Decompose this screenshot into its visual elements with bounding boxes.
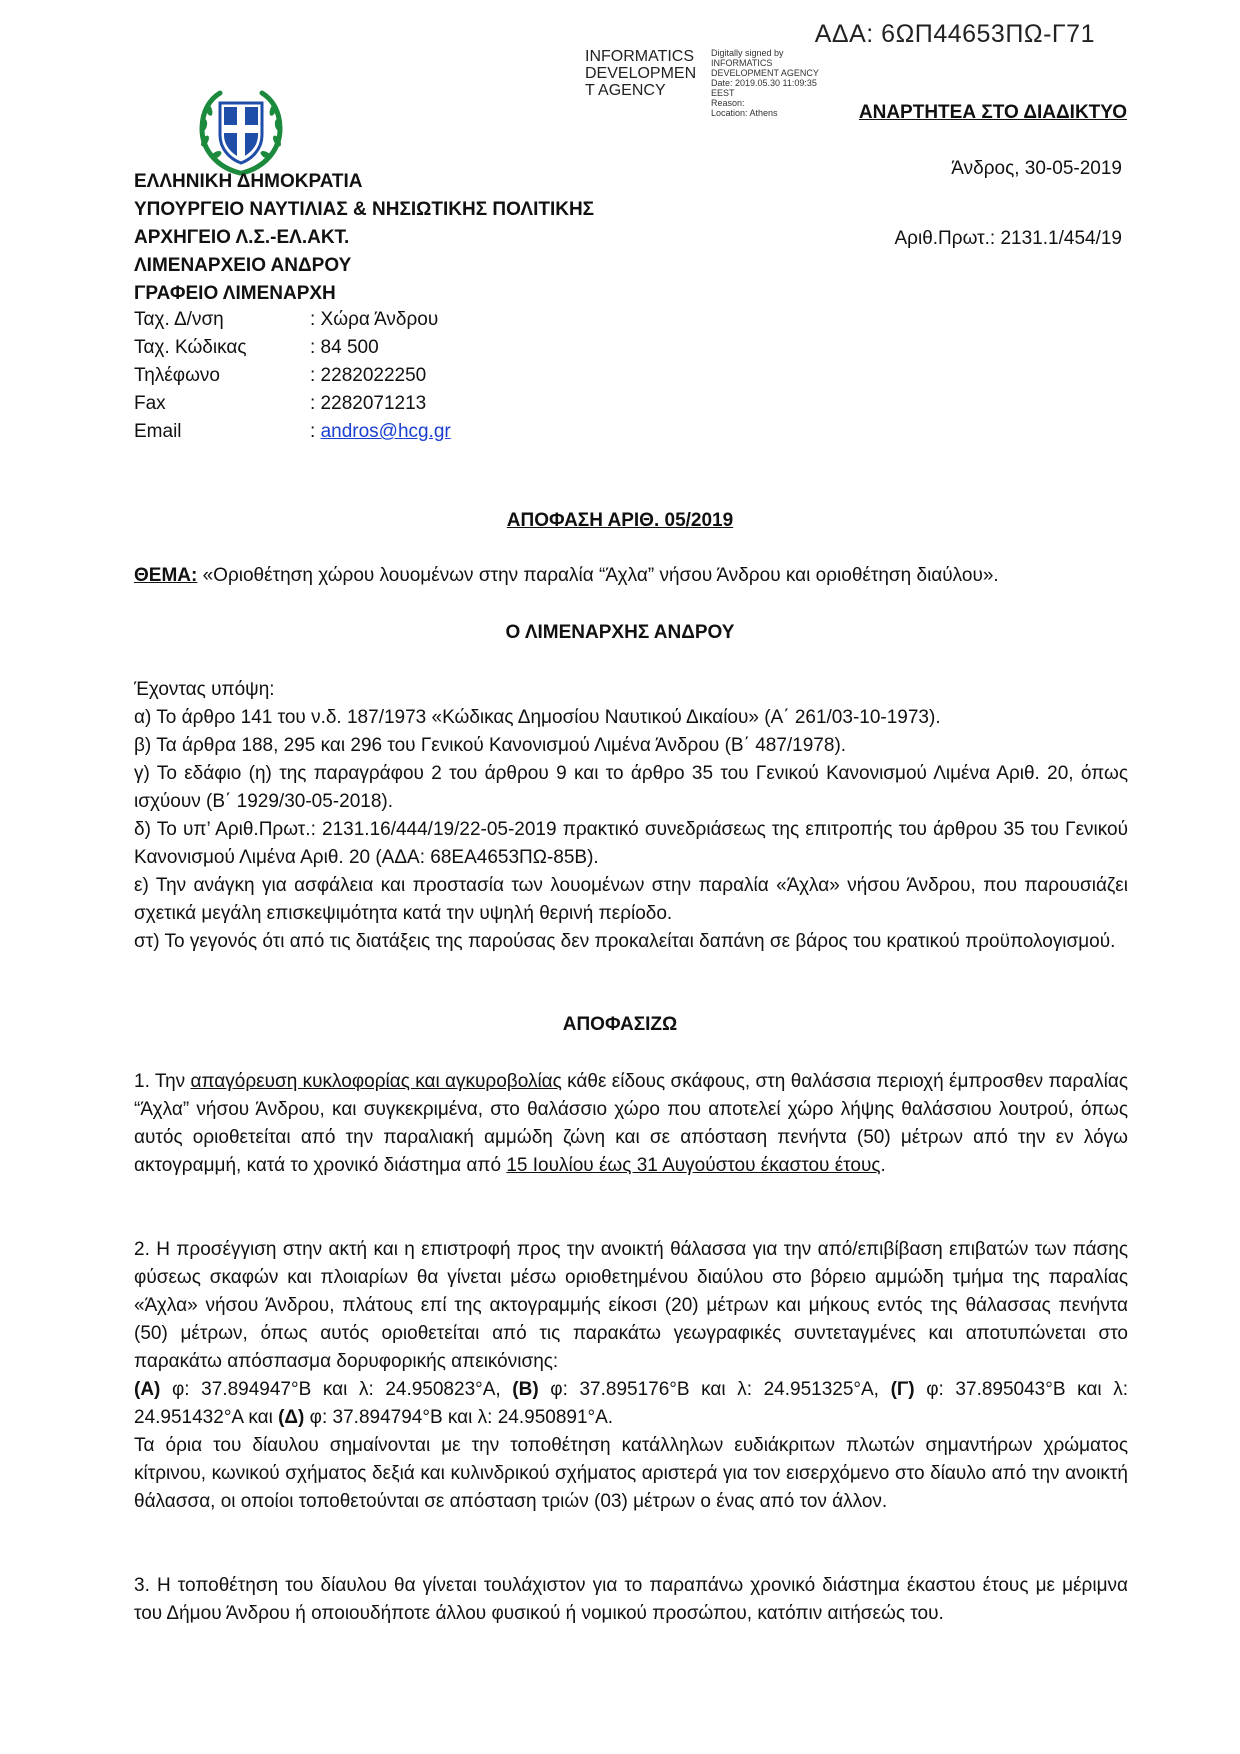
- decision-title: ΑΠΟΦΑΣΗ ΑΡΙΘ. 05/2019: [506, 510, 734, 531]
- contact-row-phone: [134, 362, 451, 390]
- email-prefix: :: [310, 421, 321, 442]
- posting-notice: ΑΝΑΡΤΗΤΕΑ ΣΤΟ ΔΙΑΔΙΚΤΥΟ: [858, 102, 1127, 123]
- header-line: ΕΛΛΗΝΙΚΗ ΔΗΜΟΚΡΑΤΙΑ: [134, 171, 363, 192]
- contact-row-postcode: [134, 334, 451, 362]
- contact-value: : 84 500: [310, 337, 379, 358]
- coord-text-d: φ: 37.894794°Β και λ: 24.950891°Α.: [304, 1407, 614, 1428]
- contact-row-email: [134, 418, 451, 446]
- digital-signature-name: INFORMATICS DEVELOPMEN T AGENCY: [585, 48, 697, 99]
- issuing-authority-header: [134, 168, 594, 308]
- contact-value: : 2282071213: [310, 393, 427, 414]
- coord-text-b: φ: 37.895176°Β και λ: 24.951325°Α,: [538, 1379, 891, 1400]
- contact-label: Fax: [134, 393, 166, 414]
- ada-number: ΑΔΑ: 6ΩΠ44653ΠΩ-Γ71: [814, 20, 1095, 48]
- place-date: Άνδρος, 30-05-2019: [951, 158, 1122, 179]
- decide-heading: ΑΠΟΦΑΣΙΖΩ: [562, 1014, 678, 1035]
- contact-details: [134, 306, 451, 446]
- p2-text: 2. Η προσέγγιση στην ακτή και η επιστροφή προς την ανοικτή θάλασσα για την από/επιβίβαση επιβατών των πάσης φύσεως σκαφών και πλοιαρίων θα γίνεται μέσω οριοθετημένου διαύλου στο βόρειο αμμώδη τμήμα της παραλίας «Άχλα» νήσου Άνδρου, πλάτους επί της ακτογραμμής είκοσι (20) μέτρων και μήκους εντός της θάλασσας πενήντα (50) μέτρων, όπως αυτός οριοθετείται από τις παρακάτω γεωγραφικές συντεταγμένες και αποτυπώνεται στο παρακάτω απόσπασμα δορυφορικής απεικόνισης:: [134, 1239, 1128, 1372]
- signature-detail-line: Location: Athens: [711, 108, 778, 118]
- signature-detail-line: EEST: [711, 88, 735, 98]
- p1-text-e: .: [880, 1155, 886, 1176]
- decision-paragraph-3: [134, 1572, 1128, 1628]
- signature-detail-line: INFORMATICS: [711, 58, 773, 68]
- protocol-number: Αριθ.Πρωτ.: 2131.1/454/19: [894, 228, 1122, 249]
- p1-text-a: 1. Την: [134, 1071, 191, 1092]
- contact-label: Ταχ. Κώδικας: [134, 337, 247, 358]
- signature-detail-line: DEVELOPMENT AGENCY: [711, 68, 819, 78]
- contact-label: Τηλέφωνο: [134, 365, 220, 386]
- header-line: ΥΠΟΥΡΓΕΙΟ ΝΑΥΤΙΛΙΑΣ & ΝΗΣΙΩΤΙΚΗΣ ΠΟΛΙΤΙΚΗΣ: [134, 199, 595, 220]
- official-title: Ο ΛΙΜΕΝΑΡΧΗΣ ΑΝΔΡΟΥ: [505, 622, 735, 643]
- consideration-item: γ) Το εδάφιο (η) της παραγράφου 2 του άρθρου 9 και το άρθρο 35 του Γενικού Κανονισμού Λιμένα Αριθ. 20, όπως ισχύουν (Β΄ 1929/30-05-2018).: [134, 763, 1128, 812]
- contact-label: Email: [134, 421, 182, 442]
- email-link[interactable]: andros@hcg.gr: [320, 421, 451, 442]
- consideration-item: στ) Το γεγονός ότι από τις διατάξεις της παρούσας δεν προκαλείται δαπάνη σε βάρος του κρατικού προϋπολογισμού.: [134, 931, 1116, 952]
- coord-label-a: (Α): [134, 1379, 161, 1400]
- subject-line: [134, 565, 999, 587]
- coord-label-g: (Γ): [890, 1379, 915, 1400]
- coord-label-b: (Β): [512, 1379, 539, 1400]
- considerations-intro: Έχοντας υπόψη:: [134, 679, 275, 700]
- subject-text: «Οριοθέτηση χώρου λουομένων στην παραλία “Άχλα” νήσου Άνδρου και οριοθέτηση διαύλου».: [197, 565, 999, 586]
- contact-value: : 2282022250: [310, 365, 427, 386]
- header-line: ΓΡΑΦΕΙΟ ΛΙΜΕΝΑΡΧΗ: [134, 283, 336, 304]
- consideration-item: β) Τα άρθρα 188, 295 και 296 του Γενικού Κανονισμού Λιμένα Άνδρου (Β΄ 487/1978).: [134, 735, 847, 756]
- decision-paragraph-2: [134, 1236, 1128, 1516]
- contact-row-address: [134, 306, 451, 334]
- contact-value: : Χώρα Άνδρου: [310, 309, 439, 330]
- header-line: ΑΡΧΗΓΕΙΟ Λ.Σ.-ΕΛ.ΑΚΤ.: [134, 227, 350, 248]
- consideration-item: α) Το άρθρο 141 του ν.δ. 187/1973 «Κώδικας Δημοσίου Ναυτικού Δικαίου» (Α΄ 261/03-10-1973).: [134, 707, 941, 728]
- signature-detail-line: Digitally signed by: [711, 48, 784, 58]
- contact-value: [310, 418, 451, 446]
- signature-detail-line: Date: 2019.05.30 11:09:35: [711, 78, 817, 88]
- signature-detail-line: Reason:: [711, 98, 745, 108]
- consideration-item: ε) Την ανάγκη για ασφάλεια και προστασία των λουομένων στην παραλία «Άχλα» νήσου Άνδρου, που παρουσιάζει σχετικά μεγάλη επισκεψιμότητα κατά την υψηλή θερινή περίοδο.: [134, 875, 1128, 924]
- contact-label: Ταχ. Δ/νση: [134, 309, 224, 330]
- p2-buoys: Τα όρια του δίαυλου σημαίνονται με την τοποθέτηση κατάλληλων ευδιάκριτων πλωτών σημαντήρων χρώματος κίτρινου, κωνικού σχήματος δεξιά και κυλινδρικού σχήματος αριστερά για τον εισερχόμενο στο δίαυλο από την ανοικτή θάλασσα, οι οποίοι τοποθετούνται σε απόσταση τριών (03) μέτρων ο ένας από τον άλλον.: [134, 1435, 1128, 1512]
- p1-period: 15 Ιουλίου έως 31 Αυγούστου έκαστου έτους: [506, 1155, 881, 1176]
- coord-text-a: φ: 37.894947°Β και λ: 24.950823°Α,: [160, 1379, 513, 1400]
- digital-signature-details: [711, 48, 851, 118]
- header-line: ΛΙΜΕΝΑΡΧΕΙΟ ΑΝΔΡΟΥ: [134, 255, 352, 276]
- p2-coordinates: [134, 1376, 1128, 1432]
- p1-prohibition: απαγόρευση κυκλοφορίας και αγκυροβολίας: [190, 1071, 562, 1092]
- consideration-item: δ) Το υπ’ Αριθ.Πρωτ.: 2131.16/444/19/22-05-2019 πρακτικό συνεδριάσεως της επιτροπής του άρθρου 35 του Γενικού Κανονισμού Λιμένα Αριθ. 20 (ΑΔΑ: 68ΕΑ4653ΠΩ-85Β).: [134, 819, 1128, 868]
- coord-label-d: (Δ): [278, 1407, 305, 1428]
- subject-label: ΘΕΜΑ:: [134, 565, 198, 586]
- coord-text-g: φ: 37.895043°Β και λ: 24.951432°Α και: [134, 1379, 1128, 1428]
- considerations-section: [134, 676, 1128, 956]
- p1-text-c: κάθε είδους σκάφους, στη θαλάσσια περιοχή έμπροσθεν παραλίας “Άχλα” νήσου Άνδρου, και συγκεκριμένα, στο θαλάσσιο χώρο που αποτελεί χώρο λήψης θαλάσσιου λουτρού, όπως αυτός οριοθετείται από την παραλιακή αμμώδη ζώνη και σε απόσταση πενήντα (50) μέτρων από την εν λόγω ακτογραμμή, κατά το χρονικό διάστημα από: [134, 1071, 1128, 1176]
- hellenic-republic-emblem-icon: [196, 85, 286, 177]
- p3-text: 3. Η τοποθέτηση του δίαυλου θα γίνεται τουλάχιστον για το παραπάνω χρονικό διάστημα έκαστου έτους με μέριμνα του Δήμου Άνδρου ή οποιουδήποτε άλλου φυσικού ή νομικού προσώπου, κατόπιν αιτήσεώς του.: [134, 1575, 1128, 1624]
- contact-row-fax: [134, 390, 451, 418]
- decision-paragraph-1: [134, 1068, 1128, 1180]
- paragraph-text: [134, 1068, 1128, 1180]
